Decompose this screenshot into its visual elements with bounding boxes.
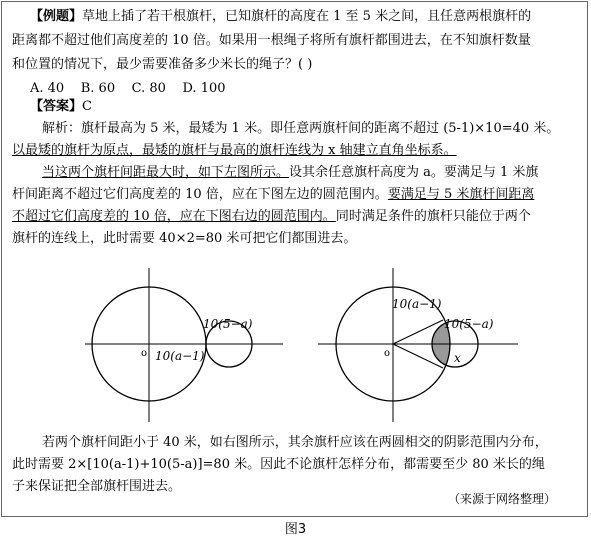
conclusion-line-1: 若两个旗杆间距小于 40 米，如右图所示，其余旗杆应该在两圆相交的阴影范围内分布， [42, 435, 548, 450]
right-small-radius-label: 10(5−a) [444, 317, 494, 331]
analysis-line-3-underlined: 当这两个旗杆间距最大时，如下左图所示。 [42, 165, 290, 180]
conclusion-line-3: 子来保证把全部旗杆围进去。 [12, 479, 182, 494]
source-note: （来源于网络整理） [448, 492, 557, 506]
problem-line-2: 距离都不超过他们高度差的 10 倍。如果用一根绳子将所有旗杆都围进去，在不知旗杆数量 [12, 33, 531, 48]
left-small-radius-label: 10(5−a) [203, 317, 253, 331]
analysis-line-5-underlined: 不超过它们高度差的 10 倍，应在下图右边的圆范围内。 [12, 209, 336, 224]
analysis-line-4-underlined: 要满足与 5 米旗杆间距离 [387, 187, 535, 202]
answer-line [30, 96, 92, 118]
problem-text-1: 草地上插了若干根旗杆，已知旗杆的高度在 1 至 5 米之间，且任意两根旗杆的 [82, 9, 532, 24]
option-b: B. 60 [80, 81, 116, 96]
analysis-line-6: 旗杆的连线上，此时需要 40×2=80 米可把它们都围进去。 [12, 231, 357, 246]
analysis-line-2: 以最矮的旗杆为原点，最矮的旗杆与最高的旗杆连线为 x 轴建立直角坐标系。 [12, 143, 457, 158]
problem-tag: 【例题】 [30, 9, 83, 24]
analysis-line-5 [12, 206, 531, 228]
option-a: A. 40 [30, 81, 65, 96]
left-big-radius-label: 10(a−1) [155, 349, 205, 363]
left-origin-label: o [141, 348, 148, 359]
analysis-line-1: 解析：旗杆最高为 5 米，最矮为 1 米。即任意两旗杆间的距离不超过 (5-1)×10=40 米。 [42, 121, 560, 136]
figure-caption: 图3 [284, 522, 307, 537]
analysis-line-4 [12, 184, 534, 206]
problem-line-3: 和位置的情况下，最少需要准备多少米长的绳子？( ) [12, 57, 313, 72]
answer-label: 【答案】 [30, 99, 83, 114]
right-big-radius-label: 10(a−1) [392, 297, 442, 311]
left-diagram [85, 268, 285, 423]
answer-value: C [82, 99, 92, 114]
right-origin-label: o [384, 348, 391, 359]
analysis-line-4-start: 杆间距离不超过它们高度差的 10 倍，应在下图左边的圆范围内。 [12, 187, 388, 202]
conclusion-line-2: 此时需要 2×[10(a-1)+10(5-a)]=80 米。因此不论旗杆怎样分布，都需要至少 80 米长的绳 [12, 457, 545, 472]
problem-line-1 [30, 6, 531, 28]
analysis-line-3 [42, 162, 538, 184]
analysis-line-5-rest: 同时满足条件的旗杆只能位于两个 [335, 209, 531, 224]
analysis-line-3-rest: 设其余任意旗杆高度为 a。要满足与 1 米旗 [289, 165, 539, 180]
option-c: C. 80 [131, 81, 166, 96]
option-d: D. 100 [182, 81, 226, 96]
right-x-axis-label: x [454, 351, 461, 365]
right-diagram [318, 268, 528, 423]
